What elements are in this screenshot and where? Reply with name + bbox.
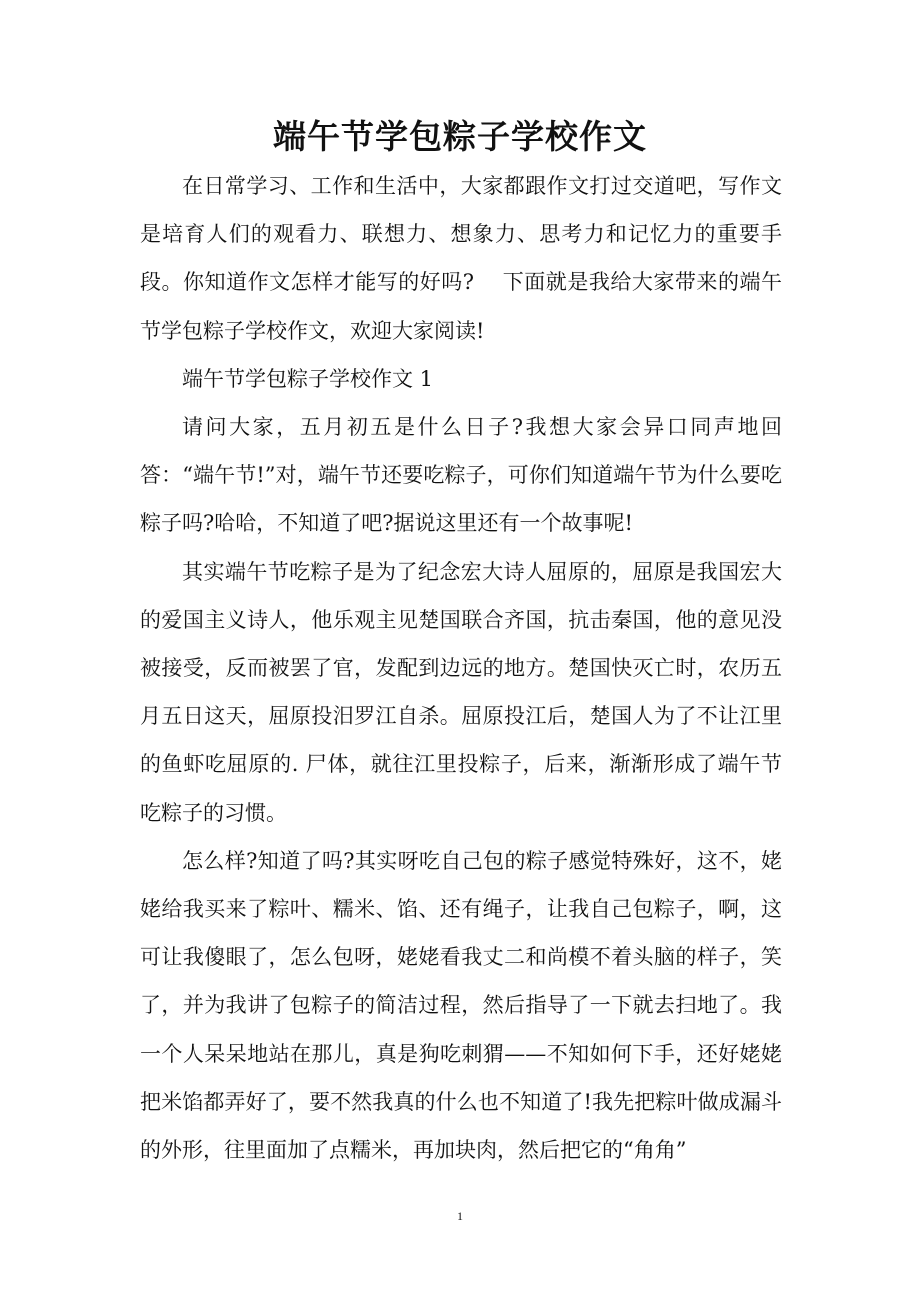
page-number: 1	[457, 1209, 463, 1223]
body-paragraph: 怎么样?知道了吗?其实呀吃自己包的粽子感觉特殊好，这不，姥姥给我买来了粽叶、糯米、馅、还有绳子，让我自己包粽子，啊，这可让我傻眼了，怎么包呀，姥姥看我丈二和尚模不着头脑的样子，笑了，并为我讲了包粽子的简洁过程，然后指导了一下就去扫地了。我一个人呆呆地站在那儿，真是狗吃刺猬——不知如何下手，还好姥姥把米馅都弄好了，要不然我真的什么也不知道了!我先把粽叶做成漏斗的外形，往里面加了点糯米，再加块肉，然后把它的“角角”	[140, 848, 782, 1163]
document-body	[140, 162, 782, 1174]
document-title: 端午节学包粽子学校作文	[273, 117, 647, 156]
essay-heading: 端午节学包粽子学校作文 1	[182, 366, 434, 391]
body-paragraph: 其实端午节吃粽子是为了纪念宏大诗人屈原的，屈原是我国宏大的爱国主义诗人，他乐观主见楚国联合齐国，抗击秦国，他的意见没被接受，反而被罢了官，发配到边远的地方。楚国快灭亡时，农历五月五日这天，屈原投汨罗江自杀。屈原投江后，楚国人为了不让江里的鱼虾吃屈原的. 尸体，就往江里投粽子，后来，渐渐形成了端午节吃粽子的习惯。	[140, 559, 782, 825]
body-paragraph: 请问大家，五月初五是什么日子?我想大家会异口同声地回答：“端午节!”对，端午节还要吃粽子，可你们知道端午节为什么要吃粽子吗?哈哈，不知道了吧?据说这里还有一个故事呢!	[140, 415, 782, 536]
intro-paragraph: 在日常学习、工作和生活中，大家都跟作文打过交道吧，写作文是培育人们的观看力、联想力、想象力、思考力和记忆力的重要手段。你知道作文怎样才能写的好吗? 下面就是我给大家带来的端午节学包粽子学校作文，欢迎大家阅读!	[140, 174, 782, 343]
